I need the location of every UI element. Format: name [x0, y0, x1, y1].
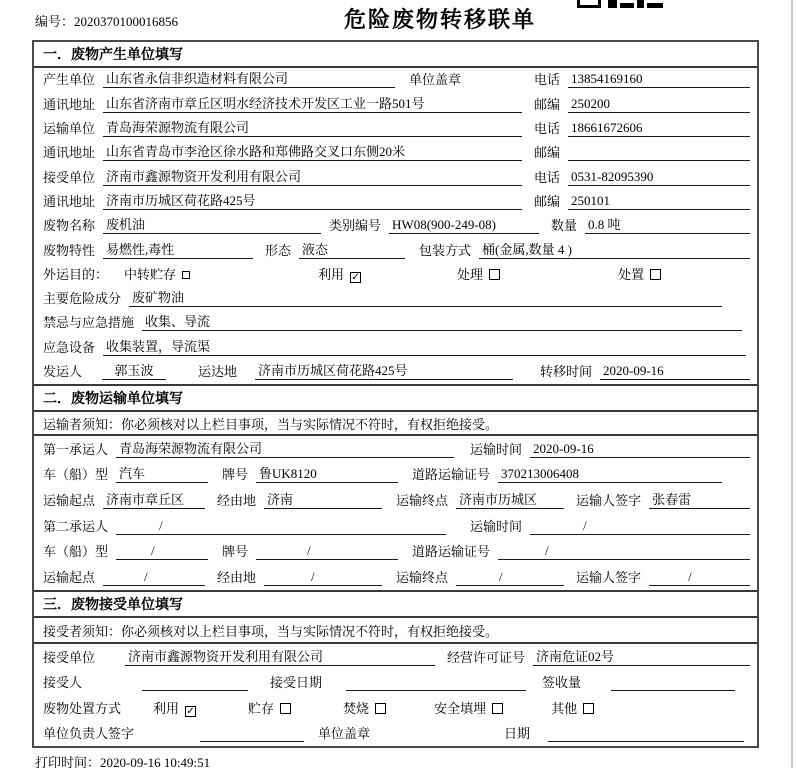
vehicle2-value: / — [116, 543, 208, 560]
section3-title: 三．废物接受单位填写 — [34, 590, 757, 618]
carrier1-value: 青岛海荣源物流有限公司 — [116, 438, 454, 458]
disposal-option-utilize — [153, 698, 196, 717]
road-license1-label: 道路运输证号 — [412, 467, 491, 483]
responsible-sign-label: 单位负责人签字 — [43, 726, 135, 741]
section3-rows — [34, 644, 757, 746]
checkbox-unchecked-icon — [583, 703, 594, 714]
checkbox-unchecked-icon — [489, 269, 500, 280]
plate2-label: 牌号 — [222, 544, 249, 560]
carrier2-time-label: 运输时间 — [470, 518, 523, 534]
qr-block — [637, 0, 644, 8]
print-time-value: 2020-09-16 10:49:51 — [100, 755, 211, 768]
carrier2-label: 第二承运人 — [43, 518, 109, 534]
origin1-value: 济南市章丘区 — [103, 489, 205, 509]
section2-title: 二．废物运输单位填写 — [34, 384, 757, 412]
dispatcher-value: 郭玉波 — [102, 360, 166, 380]
row-route1 — [34, 487, 757, 513]
responsible-sign-value — [200, 741, 304, 742]
waste-name-value: 废机油 — [103, 214, 321, 234]
doc-number-value: 2020370100016856 — [74, 14, 179, 29]
qr-block — [647, 3, 663, 8]
purpose-option-treat — [457, 264, 500, 283]
checkbox-unchecked-icon — [492, 703, 503, 714]
waste-form-value: 液态 — [299, 239, 405, 259]
page-right-edge — [791, 0, 793, 768]
option-label: 处理 — [457, 266, 484, 282]
sign1-label: 运输人签字 — [576, 493, 642, 509]
seal-date-value — [548, 741, 744, 742]
row-accept-unit — [34, 644, 757, 670]
end1-label: 运输终点 — [396, 493, 449, 509]
document-header — [0, 0, 796, 40]
disposal-option-landfill — [434, 698, 503, 717]
transfer-time-value: 2020-09-16 — [600, 363, 750, 380]
producer-phone-value: 13854169160 — [568, 71, 750, 88]
manifest-form — [32, 40, 759, 748]
row-waste-name — [34, 214, 757, 238]
seal-label: 单位盖章 — [409, 72, 462, 88]
waste-char-label: 废物特性 — [43, 242, 96, 258]
row-waste-characteristics — [34, 238, 757, 262]
checkbox-unchecked-icon — [375, 703, 386, 714]
road-license2-label: 道路运输证号 — [412, 544, 491, 560]
receiver-zip-value: 250101 — [568, 193, 750, 210]
transporter-zip-value — [568, 160, 750, 161]
disposal-option-other — [551, 698, 594, 717]
option-label: 利用 — [318, 266, 345, 282]
checkbox-checked-icon: ✓ — [351, 271, 360, 283]
waste-char-value: 易燃性,毒性 — [103, 239, 253, 259]
row-hazard-components — [34, 287, 757, 311]
end2-value: / — [456, 569, 564, 586]
accept-unit-value: 济南市鑫源物资开发利用有限公司 — [125, 646, 435, 666]
emergency-value: 收集、导流 — [142, 311, 742, 331]
hazard-value: 废矿物油 — [129, 287, 722, 307]
permit-label: 经营许可证号 — [447, 649, 526, 665]
plate1-label: 牌号 — [222, 467, 249, 483]
destination-value: 济南市历城区荷花路425号 — [255, 360, 513, 380]
producer-label: 产生单位 — [43, 72, 96, 88]
via2-value: / — [264, 569, 382, 586]
producer-phone-label: 电话 — [533, 72, 560, 88]
sign2-label: 运输人签字 — [576, 570, 642, 586]
carrier1-label: 第一承运人 — [43, 441, 109, 457]
permit-value: 济南危证02号 — [533, 646, 750, 666]
row-transporter-address — [34, 141, 757, 165]
print-time — [35, 752, 210, 768]
disposal-option-incinerate — [343, 698, 386, 717]
section2-note: 运输者须知：你必须核对以上栏目事项，当与实际情况不符时，有权拒绝接受。 — [34, 412, 757, 436]
row-vehicle1 — [34, 462, 757, 488]
equipment-value: 收集装置，导流渠 — [103, 336, 746, 356]
row-transporter — [34, 117, 757, 141]
carrier2-time-value: / — [530, 518, 750, 535]
transporter-value: 青岛海荣源物流有限公司 — [103, 117, 522, 137]
origin2-value: / — [103, 569, 205, 586]
road-license2-value: / — [498, 543, 750, 560]
section1-rows — [34, 68, 757, 384]
packing-value: 桶(金属,数量 4 ) — [479, 239, 750, 259]
acceptor-label: 接受人 — [43, 675, 83, 690]
row-emergency-equipment — [34, 335, 757, 359]
checkbox-checked-icon: ✓ — [186, 705, 195, 717]
receiver-phone-label: 电话 — [533, 169, 560, 185]
option-label: 中转贮存 — [124, 266, 177, 282]
sign2-value: / — [649, 569, 750, 586]
row-acceptor — [34, 670, 757, 696]
checkbox-unchecked-icon — [650, 269, 661, 280]
emergency-label: 禁忌与应急措施 — [43, 315, 135, 331]
origin1-label: 运输起点 — [43, 493, 96, 509]
transporter-phone-value: 18661672606 — [568, 120, 750, 137]
producer-zip-label: 邮编 — [533, 96, 560, 112]
carrier1-time-label: 运输时间 — [470, 441, 523, 457]
producer-zip-value: 250200 — [568, 96, 750, 113]
received-qty-label: 签收量 — [542, 675, 582, 690]
option-label: 利用 — [153, 700, 180, 716]
qr-block — [620, 3, 634, 8]
row-receiver — [34, 165, 757, 189]
qr-block — [577, 0, 601, 8]
row-carrier2 — [34, 513, 757, 539]
option-label: 焚烧 — [343, 700, 370, 716]
row-emergency-measures — [34, 311, 757, 335]
row-dispatcher — [34, 360, 757, 384]
accept-unit-label: 接受单位 — [43, 649, 96, 665]
unit-seal-label: 单位盖章 — [318, 726, 371, 741]
producer-address-label: 通讯地址 — [43, 96, 96, 112]
packing-label: 包装方式 — [419, 242, 472, 258]
waste-qty-label: 数量 — [551, 218, 578, 234]
receiver-zip-label: 邮编 — [533, 193, 560, 209]
purpose-option-dispose — [618, 264, 661, 283]
via1-value: 济南 — [264, 489, 382, 509]
accept-date-label: 接受日期 — [270, 675, 323, 690]
row-producer-address — [34, 92, 757, 116]
option-label: 其他 — [551, 700, 578, 716]
receiver-address-value: 济南市历城区荷花路425号 — [103, 190, 522, 210]
checkbox-unchecked-icon — [182, 271, 190, 279]
waste-form-label: 形态 — [265, 242, 292, 258]
option-label: 处置 — [618, 266, 645, 282]
checkbox-unchecked-icon — [280, 703, 291, 714]
producer-value: 山东省永信非织造材料有限公司 — [103, 68, 395, 88]
plate1-value: 鲁UK8120 — [256, 463, 398, 483]
waste-name-label: 废物名称 — [43, 218, 96, 234]
via1-label: 经由地 — [217, 493, 257, 509]
end1-value: 济南市历城区 — [456, 489, 564, 509]
receiver-label: 接受单位 — [43, 169, 96, 185]
carrier1-time-value: 2020-09-16 — [530, 441, 750, 458]
disposal-option-store — [248, 698, 291, 717]
end2-label: 运输终点 — [396, 570, 449, 586]
transporter-address-label: 通讯地址 — [43, 145, 96, 161]
disposal-label: 废物处置方式 — [43, 700, 122, 716]
road-license1-value: 370213006408 — [498, 466, 722, 483]
producer-address-value: 山东省济南市章丘区明水经济技术开发区工业一路501号 — [103, 93, 522, 113]
transporter-label: 运输单位 — [43, 120, 96, 136]
acceptor-value — [142, 690, 248, 691]
vehicle1-label: 车（船）型 — [43, 467, 109, 483]
origin2-label: 运输起点 — [43, 570, 96, 586]
accept-date-value — [346, 690, 526, 691]
transporter-address-value: 山东省青岛市李沧区徐水路和郑佛路交叉口东侧20米 — [103, 141, 522, 161]
option-label: 贮存 — [248, 700, 275, 716]
receiver-phone-value: 0531-82095390 — [568, 169, 750, 186]
transporter-phone-label: 电话 — [533, 120, 560, 136]
row-disposal-method — [34, 695, 757, 721]
waste-category-value: HW08(900-249-08) — [389, 217, 539, 234]
receiver-address-label: 通讯地址 — [43, 193, 96, 209]
dispatcher-label: 发运人 — [43, 364, 83, 380]
section2-rows — [34, 436, 757, 590]
qr-code-icon — [577, 0, 666, 8]
received-qty-value — [611, 690, 735, 691]
row-responsible-sign — [34, 721, 757, 747]
row-producer — [34, 68, 757, 92]
page-title: 危险废物转移联单 — [343, 7, 536, 32]
transfer-time-label: 转移时间 — [539, 364, 592, 380]
section3-note: 接受者须知：你必须核对以上栏目事项，当与实际情况不符时，有权拒绝接受。 — [34, 618, 757, 644]
carrier2-value: / — [116, 518, 446, 535]
row-vehicle2 — [34, 539, 757, 565]
via2-label: 经由地 — [217, 570, 257, 586]
option-label: 安全填埋 — [434, 700, 487, 716]
row-transfer-purpose — [34, 263, 757, 287]
purpose-option-utilize — [318, 264, 361, 283]
section1-title: 一．废物产生单位填写 — [34, 42, 757, 68]
transporter-zip-label: 邮编 — [533, 145, 560, 161]
doc-number-label: 编号： — [35, 14, 75, 29]
qr-block — [608, 0, 617, 8]
destination-label: 运达地 — [198, 364, 238, 380]
hazard-label: 主要危险成分 — [43, 291, 122, 307]
row-carrier1 — [34, 436, 757, 462]
purpose-label: 外运目的： — [43, 266, 109, 282]
waste-qty-value: 0.8 吨 — [585, 214, 750, 234]
vehicle1-value: 汽车 — [116, 463, 208, 483]
print-time-label: 打印时间： — [35, 755, 101, 768]
seal-date-label: 日期 — [504, 726, 531, 741]
waste-category-label: 类别编号 — [329, 218, 382, 234]
row-receiver-address — [34, 190, 757, 214]
vehicle2-label: 车（船）型 — [43, 544, 109, 560]
purpose-option-storage — [124, 264, 190, 283]
receiver-value: 济南市鑫源物资开发利用有限公司 — [103, 166, 522, 186]
equipment-label: 应急设备 — [43, 339, 96, 355]
plate2-value: / — [256, 543, 398, 560]
sign1-value: 张春雷 — [649, 489, 750, 509]
row-route2 — [34, 564, 757, 590]
